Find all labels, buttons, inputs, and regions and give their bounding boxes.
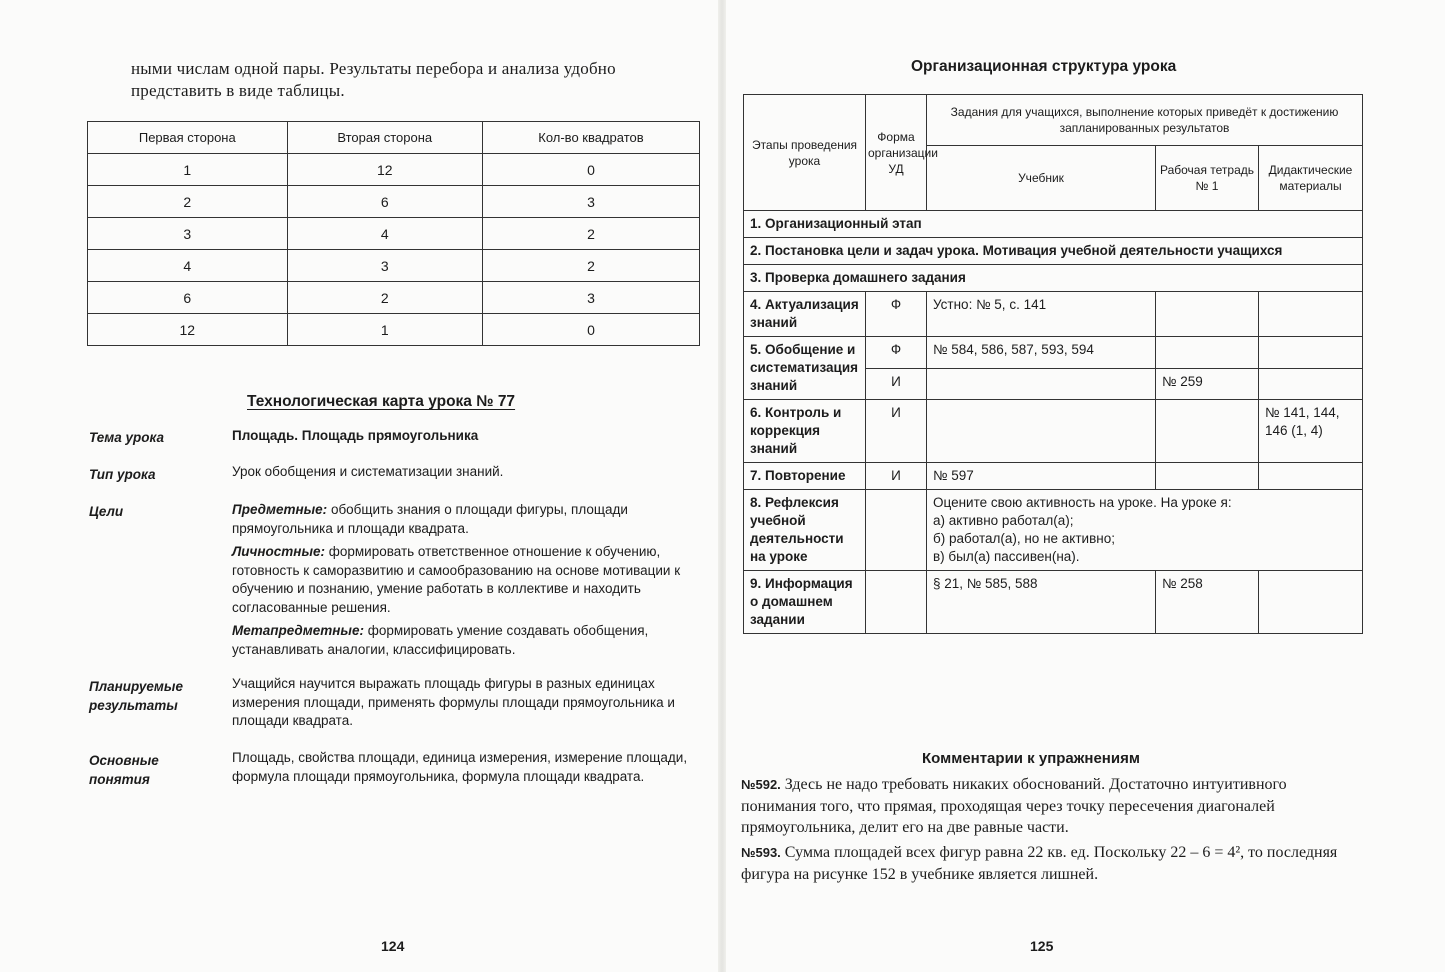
stage-8-reflection: [927, 490, 1363, 571]
column-header: Кол-во квадратов: [482, 122, 699, 154]
stage-7: 7. Повторение: [744, 463, 866, 490]
table-cell: 4: [88, 250, 288, 282]
table-cell: 0: [482, 314, 699, 346]
goal-personal-lead: Личностные:: [232, 544, 325, 559]
stage-9: 9. Информация о домашнем задании: [744, 571, 866, 634]
table-cell: 0: [482, 154, 699, 186]
empty-cell: [1156, 337, 1259, 369]
empty-cell: [1259, 292, 1363, 337]
comments-title: Комментарии к упражнениям: [922, 750, 1140, 767]
stage-1: 1. Организационный этап: [744, 211, 1363, 238]
stage-5-workbook: № 259: [1156, 368, 1259, 400]
goals-label: Цели: [89, 504, 124, 519]
empty-cell: [1259, 571, 1363, 634]
stage-3: 3. Проверка домашнего задания: [744, 265, 1363, 292]
form-header: Форма организации УД: [866, 95, 927, 211]
topic-label: Тема урока: [89, 430, 165, 445]
didactic-header: Дидактические материалы: [1259, 146, 1363, 211]
stage-6-form: И: [866, 400, 927, 463]
column-header: Первая сторона: [88, 122, 288, 154]
table-row: [744, 211, 1363, 238]
lesson-card-title: Технологическая карта урока № 77: [247, 393, 516, 410]
comment-592: [741, 774, 1361, 839]
empty-cell: [1156, 292, 1259, 337]
table-row: [88, 186, 700, 218]
type-label: Тип урока: [89, 467, 156, 482]
intro-paragraph: ными числам одной пары. Результаты перебора и анализа удобно представить в виде таблицы.: [131, 59, 616, 100]
table-row: [88, 314, 700, 346]
stage-4-textbook: Устно: № 5, с. 141: [927, 292, 1156, 337]
table-cell: 3: [287, 250, 482, 282]
reflection-line: а) активно работал(а);: [933, 513, 1074, 528]
goal-meta: [232, 622, 702, 659]
results-label-line: результаты: [89, 698, 178, 713]
page-number-left: 124: [381, 938, 405, 954]
pairs-table: [87, 121, 700, 346]
stage-6-didactic: № 141, 144, 146 (1, 4): [1259, 400, 1363, 463]
topic-value: Площадь. Площадь прямоугольника: [232, 428, 479, 443]
lesson-structure-table: [743, 94, 1363, 634]
table-cell: 12: [88, 314, 288, 346]
goal-subject: [232, 501, 702, 538]
goal-personal: [232, 543, 702, 617]
empty-cell: [1259, 368, 1363, 400]
table-cell: 3: [88, 218, 288, 250]
stage-5-form-a: Ф: [866, 337, 927, 369]
table-row: [744, 463, 1363, 490]
table-cell: 2: [88, 186, 288, 218]
table-cell: 3: [482, 282, 699, 314]
table-row: [88, 250, 700, 282]
tasks-header: Задания для учащихся, выполнение которых приведёт к достижению запланированных результатов: [927, 95, 1363, 146]
results-value: Учащийся научится выражать площадь фигуры в разных единицах измерения площади, применять формулы площади прямоугольника и площади квадрата.: [232, 676, 675, 728]
comment-number: №592.: [741, 777, 781, 792]
table-row: [744, 490, 1363, 571]
table-cell: 3: [482, 186, 699, 218]
stage-2: 2. Постановка цели и задач урока. Мотивация учебной деятельности учащихся: [744, 238, 1363, 265]
table-cell: 6: [287, 186, 482, 218]
page-number-right: 125: [1030, 938, 1054, 954]
results-label: [89, 677, 183, 715]
structure-title: Организационная структура урока: [911, 58, 1177, 75]
table-row: [744, 265, 1363, 292]
stage-7-textbook: № 597: [927, 463, 1156, 490]
stage-5: 5. Обобщение и систематизация знаний: [744, 337, 866, 400]
goal-subject-text: обобщить знания о площади фигуры, площади прямоугольника и площади квадрата.: [232, 502, 628, 536]
results-label-line: Планируемые: [89, 679, 183, 694]
stage-5-form-b: И: [866, 368, 927, 400]
table-cell: 2: [287, 282, 482, 314]
table-row: [744, 238, 1363, 265]
table-row: [744, 571, 1363, 634]
goal-meta-text: формировать умение создавать обобщения, устанавливать аналогии, классифицировать.: [232, 623, 649, 657]
column-header: Вторая сторона: [287, 122, 482, 154]
table-cell: 6: [88, 282, 288, 314]
concepts-value: Площадь, свойства площади, единица измерения, измерение площади, формула площади прямоугольника, формула площади квадрата.: [232, 750, 688, 784]
empty-cell: [866, 490, 927, 571]
table-row: [88, 154, 700, 186]
comment-593: [741, 842, 1361, 885]
table-row: [744, 400, 1363, 463]
table-header-row: [744, 95, 1363, 146]
table-row: [744, 292, 1363, 337]
concepts-label-line: Основные: [89, 753, 159, 768]
table-cell: 2: [482, 218, 699, 250]
stage-8: 8. Рефлексия учебной деятельности на уроке: [744, 490, 866, 571]
stage-7-form: И: [866, 463, 927, 490]
comment-text: Здесь не надо требовать никаких обоснований. Достаточно интуитивного понимания того, что прямая, проходящая через точку пересечения диагоналей прямоугольника, делит его на две равные части.: [741, 776, 1287, 836]
empty-cell: [927, 368, 1156, 400]
comment-text: Сумма площадей всех фигур равна 22 кв. ед. Поскольку 22 – 6 = 4², то последняя фигура на рисунке 152 в учебнике является лишней.: [741, 844, 1338, 883]
stage-5-textbook: № 584, 586, 587, 593, 594: [927, 337, 1156, 369]
stage-9-textbook: § 21, № 585, 588: [927, 571, 1156, 634]
goal-subject-lead: Предметные:: [232, 502, 328, 517]
textbook-header: Учебник: [927, 146, 1156, 211]
empty-cell: [927, 400, 1156, 463]
reflection-line: Оцените свою активность на уроке. На уроке я:: [933, 495, 1232, 510]
empty-cell: [866, 571, 927, 634]
reflection-line: в) был(а) пассивен(на).: [933, 549, 1080, 564]
type-value: Урок обобщения и систематизации знаний.: [232, 464, 504, 479]
table-row: [88, 282, 700, 314]
stage-4-form: Ф: [866, 292, 927, 337]
concepts-label-line: понятия: [89, 772, 150, 787]
table-cell: 2: [482, 250, 699, 282]
table-row: [88, 218, 700, 250]
stages-header: Этапы проведения урока: [744, 95, 866, 211]
empty-cell: [1259, 463, 1363, 490]
reflection-line: б) работал(а), но не активно;: [933, 531, 1115, 546]
table-cell: 12: [287, 154, 482, 186]
empty-cell: [1156, 400, 1259, 463]
goal-meta-lead: Метапредметные:: [232, 623, 364, 638]
table-cell: 4: [287, 218, 482, 250]
stage-9-workbook: № 258: [1156, 571, 1259, 634]
goals-block: [232, 501, 702, 664]
table-row: [744, 337, 1363, 369]
stage-4: 4. Актуализация знаний: [744, 292, 866, 337]
stage-6: 6. Контроль и коррекция знаний: [744, 400, 866, 463]
table-header-row: [88, 122, 700, 154]
empty-cell: [1156, 463, 1259, 490]
table-cell: 1: [88, 154, 288, 186]
goal-personal-text: формировать ответственное отношение к обучению, готовность к саморазвитию и самообразованию на основе мотивации к обучению и познанию, умение работать в коллективе и находить согласованные решения.: [232, 544, 681, 615]
table-cell: 1: [287, 314, 482, 346]
empty-cell: [1259, 337, 1363, 369]
workbook-header: Рабочая тетрадь № 1: [1156, 146, 1259, 211]
comment-number: №593.: [741, 845, 781, 860]
concepts-label: [89, 751, 159, 789]
